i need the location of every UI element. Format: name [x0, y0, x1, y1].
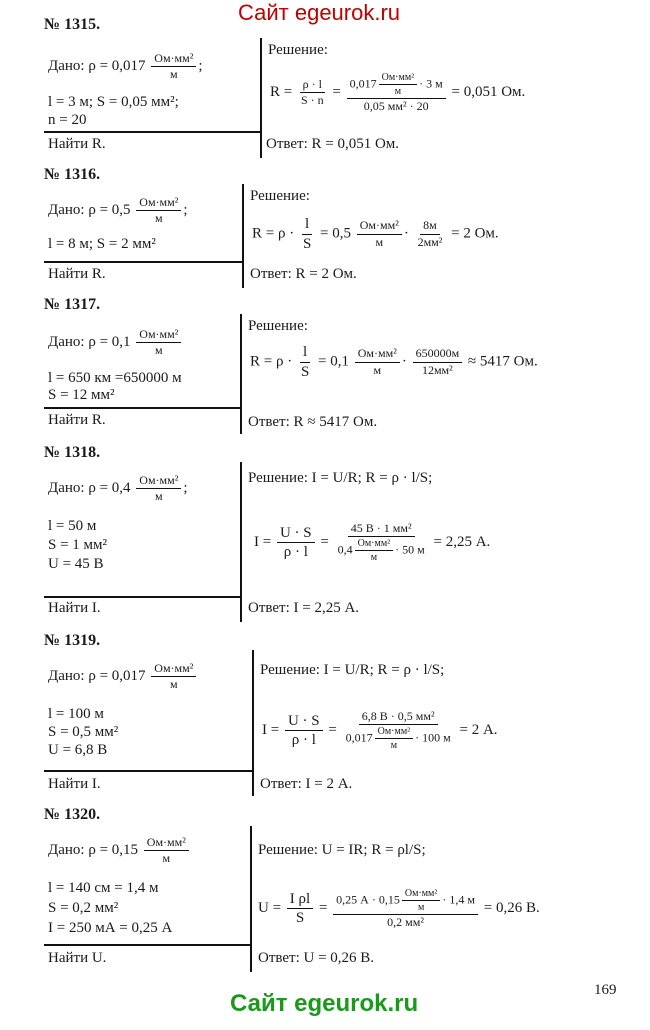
solution-head: Решение: I = U/R; R = ρ · l/S;: [248, 470, 433, 486]
given-length: l = 100 м: [48, 706, 104, 722]
answer: Ответ: R = 0,051 Ом.: [266, 136, 400, 152]
find-label: Найти R.: [48, 136, 106, 152]
solution-label: Решение:: [250, 188, 310, 204]
solution-label: Решение:: [268, 42, 328, 58]
site-footer: Сайт egeurok.ru: [230, 990, 419, 1017]
solution-label: Решение:: [248, 318, 308, 334]
find-label: Найти I.: [48, 600, 101, 616]
solution-formula: U = $\frac{\text{I ρl}}{S}$ = 0,25 А · 0,15 $\frac{\text{Ом·мм²}}{м}$ · 1,4 м 0,2 мм² = 0,26 В.: [258, 888, 540, 929]
given-length: l = 50 м: [48, 518, 97, 534]
given-rho: Дано: ρ = 0,017 $\frac{\text{Ом·мм²}}{м}$ ;: [48, 51, 203, 82]
problem-number: № 1317.: [44, 296, 101, 313]
given-rho: Дано: ρ = 0,15 $\frac{\text{Ом·мм²}}{м}$: [48, 836, 191, 865]
find-label: Найти R.: [48, 412, 106, 428]
answer: Ответ: I = 2 А.: [260, 776, 353, 792]
given-rho: Дано: ρ = 0,017 $\frac{\text{Ом·мм²}}{м}$: [48, 662, 198, 691]
site-header: Сайт egeurok.ru: [238, 0, 401, 25]
given-voltage: U = 6,8 В: [48, 742, 108, 758]
given-area: S = 1 мм²: [48, 537, 108, 553]
solution-formula: R = ρ · $\frac{l}{S}$ = 0,1 $\frac{\text{Ом·мм²}}{м}$ · $\frac{650000м}{\text{12мм²}}$ ≈ 5417 Ом.: [250, 344, 538, 380]
given-rho: Дано: ρ = 0,5 $\frac{\text{Ом·мм²}}{м}$ ;: [48, 195, 188, 226]
problem-number: № 1315.: [44, 16, 101, 33]
answer: Ответ: I = 2,25 А.: [248, 600, 360, 616]
solution-formula: R = ρ · $\frac{l}{S}$ = 0,5 $\frac{\text{Ом·мм²}}{м}$ · $\frac{8м}{\text{2мм²}}$ = 2 Ом.: [252, 216, 499, 252]
problem-number: № 1319.: [44, 632, 101, 649]
given-length-area: l = 8 м; S = 2 мм²: [48, 236, 156, 252]
solution-formula: I = $\frac{U \cdot S}{\rho \cdot l}$ = 6,8 В · 0,5 мм² 0,017 $\frac{\text{Ом·мм²}}{м}$ · 100 м = 2 А.: [262, 709, 498, 752]
answer: Ответ: U = 0,26 В.: [258, 950, 375, 966]
given-length: l = 140 см = 1,4 м: [48, 880, 159, 896]
solution-formula: I = $\frac{U \cdot S}{\rho \cdot l}$ = 45 В · 1 мм² 0,4 $\frac{\text{Ом·мм²}}{м}$ · 50 м = 2,25 А.: [254, 521, 491, 564]
problem-number: № 1318.: [44, 444, 101, 461]
given-rho: Дано: ρ = 0,1 $\frac{\text{Ом·мм²}}{м}$: [48, 328, 183, 357]
problem-number: № 1320.: [44, 806, 101, 823]
given-n: n = 20: [48, 112, 87, 128]
solution-head: Решение: I = U/R; R = ρ · l/S;: [260, 662, 445, 678]
given-current: I = 250 мА = 0,25 А: [48, 920, 173, 936]
given-rho: Дано: ρ = 0,4 $\frac{\text{Ом·мм²}}{м}$ ;: [48, 473, 188, 504]
given-length-area: l = 3 м; S = 0,05 мм²;: [48, 94, 179, 110]
given-area: S = 0,2 мм²: [48, 900, 119, 916]
given-area: S = 12 мм²: [48, 387, 115, 403]
given-voltage: U = 45 В: [48, 556, 104, 572]
answer: Ответ: R = 2 Ом.: [250, 266, 357, 282]
given-length: l = 650 км =650000 м: [48, 370, 182, 386]
given-area: S = 0,5 мм²: [48, 724, 119, 740]
problem-number: № 1316.: [44, 166, 101, 183]
solution-formula: R = $\frac{\rho \cdot l}{S \cdot n}$ = 0,017 $\frac{\text{Ом·мм²}}{м}$ · 3 м 0,05 мм² · 20 = 0,051 Ом.: [270, 72, 526, 113]
solution-head: Решение: U = IR; R = ρl/S;: [258, 842, 426, 858]
find-label: Найти U.: [48, 950, 107, 966]
find-label: Найти R.: [48, 266, 106, 282]
answer: Ответ: R ≈ 5417 Ом.: [248, 414, 378, 430]
find-label: Найти I.: [48, 776, 101, 792]
page-number: 169: [594, 982, 617, 998]
